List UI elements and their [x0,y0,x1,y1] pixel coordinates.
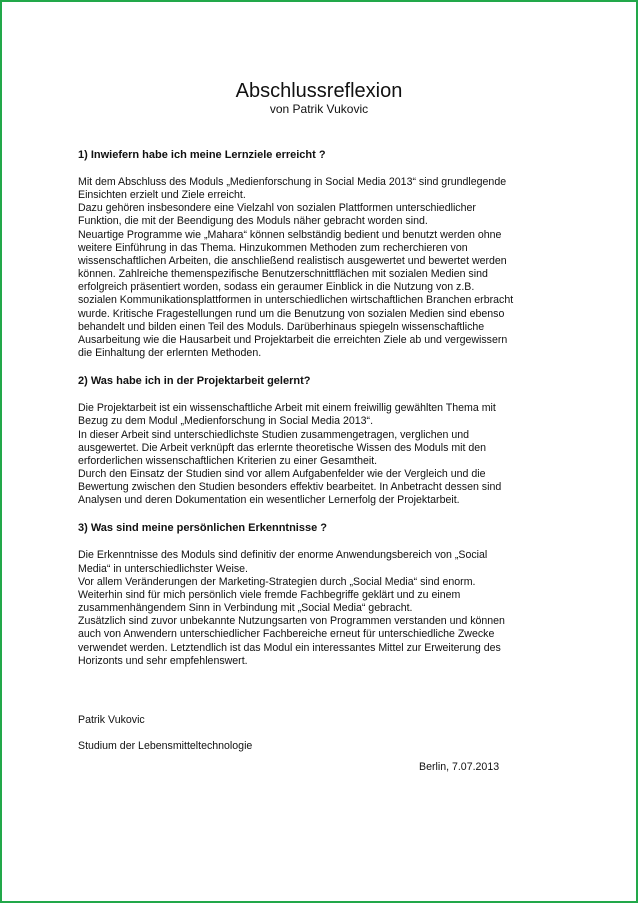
section-heading: 1) Inwiefern habe ich meine Lernziele erreicht ? [78,149,326,161]
text-line: wissenschaftlichen Arbeiten, die anschließend realistisch ausgewertet und bewertet werden [78,254,507,267]
text-line: Horizonts und sehr empfehlenswert. [78,654,248,667]
text-line: Funktion, die mit der Beendigung des Moduls näher gebracht worden sind. [78,215,428,228]
text-line: behandelt und bilden einen Teil des Moduls. Darüberhinaus spiegeln wissenschaftliche [78,320,485,333]
text-line: Zusätzlich sind zuvor unbekannte Nutzungsarten von Programmen verstanden und können [78,615,505,628]
section-1 [78,148,568,360]
text-line: können. Zahlreiche themenspezifische Benutzerschnittflächen mit sozialen Medien sind [78,268,488,281]
signature-role: Studium der Lebensmitteltechnologie [78,740,253,752]
signature-name: Patrik Vukovic [78,713,145,726]
section-heading: 3) Was sind meine persönlichen Erkenntnisse ? [78,522,327,535]
text-line: Einsichten erzielt und Ziele erreicht. [78,189,246,202]
text-line: wurde. Kritische Fragestellungen rund um die Benutzung von sozialen Medien sind ebenso [78,307,505,320]
text-line: Bewertung zwischen den Studien besonders effektiv bearbeitet. In Anbetracht dessen sind [78,481,502,494]
section-3 [78,521,568,667]
text-line: Ausarbeitung wie die Hausarbeit und Projektarbeit die erreichten Ziele ab und vergewissern [78,333,508,346]
section-heading: 2) Was habe ich in der Projektarbeit gelernt? [78,375,311,388]
text-line: verwendet werden. Letztendlich ist das Modul ein interessantes Mittel zur Erweiterung des [78,641,501,654]
text-line: zusammenhängendem Sinn in Verbindung mit „Social Media“ gebracht. [78,602,413,615]
text-line: Durch den Einsatz der Studien sind vor allem Aufgabenfelder wie der Vergleich und die [78,467,486,480]
text-line: Dazu gehören insbesondere eine Vielzahl von sozialen Plattformen unterschiedlicher [78,202,476,215]
text-line: Weiterhin sind für mich persönlich viele fremde Fachbegriffe geklärt und zu einem [78,588,461,601]
text-line: weitere Einführung in das Thema. Hinzukommen Methoden zum recherchieren von [78,241,468,254]
text-line: Mit dem Abschluss des Moduls „Medienforschung in Social Media 2013“ sind grundlegende [78,176,507,188]
text-line: ausgewertet. Die Arbeit verknüpft das erlernte theoretische Wissen des Moduls mit den [78,441,487,454]
section-paragraph [78,402,568,507]
text-line: Die Erkenntnisse des Moduls sind definitiv der enorme Anwendungsbereich von „Social [78,549,488,562]
document-subtitle: von Patrik Vukovic [269,102,369,116]
section-paragraph [78,176,568,360]
text-line: Analysen und deren Dokumentation ein wesentlicher Lernerfolg der Projektarbeit. [78,494,460,507]
text-line: Bezug zu dem Modul „Medienforschung in Social Media 2013“. [78,415,374,428]
text-line: auch von Anwendern unterschiedlicher Fachbereiche erneut für unterschiedliche Zwecke [78,628,495,641]
text-line: sozialen Kommunikationsplattformen in unterschiedlichen wirtschaftlichen Branchen erbracht [78,294,514,307]
section-paragraph [78,549,568,667]
text-line: erforderlichen wissenschaftlichen Kriterien zu einer Gesamtheit. [78,454,378,467]
text-line: Die Projektarbeit ist ein wissenschaftliche Arbeit mit einem freiwillig gewählten Thema mit [78,402,496,415]
text-line: In dieser Arbeit sind unterschiedlichste Studien zusammengetragen, verglichen und [78,428,470,441]
text-line: erfolgreich präsentiert worden, sodass ein geraumer Einblick in die Nutzung von z.B. [78,281,475,294]
text-line: Vor allem Veränderungen der Marketing-Strategien durch „Social Media“ sind enorm. [78,575,476,588]
document-body [78,148,568,753]
spacer [78,727,568,740]
text-line: Neuartige Programme wie „Mahara“ können selbständig bedient und benutzt werden ohne [78,228,502,241]
spacer [78,682,568,714]
text-line: die Einhaltung der erlernten Methoden. [78,347,262,360]
place-date: Berlin, 7.07.2013 [419,761,500,773]
section-2 [78,374,568,507]
document-title: Abschlussreflexion [235,80,403,102]
text-line: Media“ in unterschiedlichster Weise. [78,562,248,575]
